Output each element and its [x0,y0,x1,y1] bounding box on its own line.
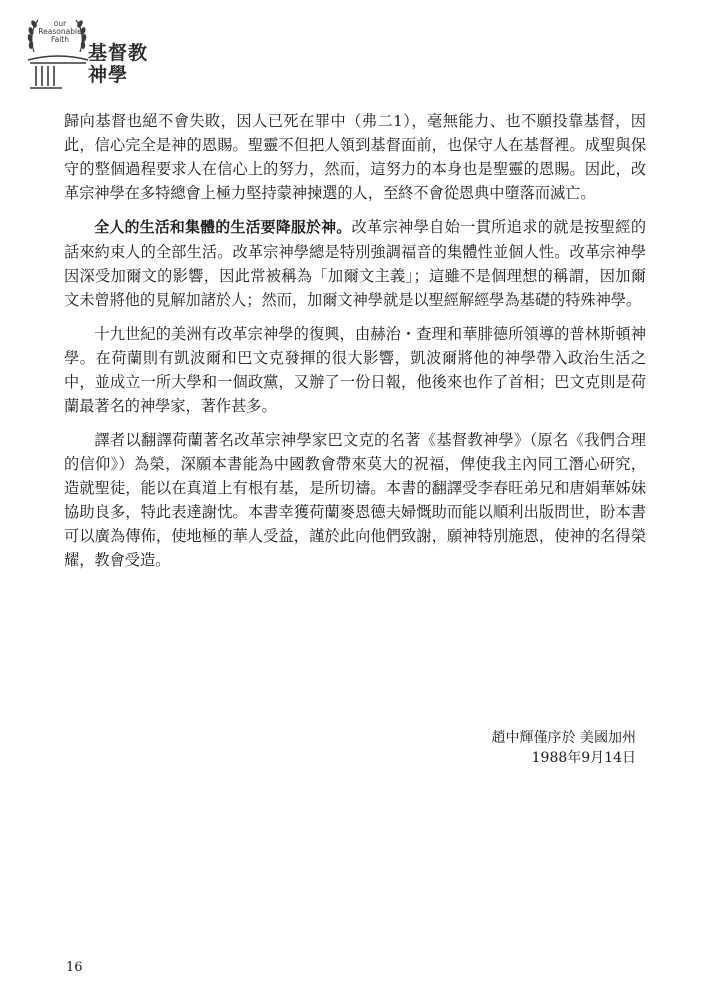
paragraph [64,428,646,572]
signature-block [492,728,636,768]
paragraph [64,215,646,312]
paragraph-text: 歸向基督也絕不會失敗，因人已死在罪中（弗二1），毫無能力、也不願投靠基督，因此，信心完全是神的恩賜。聖靈不但把人領到基督面前，也保守人在基督裡。成聖與保守的整個過程要求人在信心上的努力，然而，這努力的本身也是聖靈的恩賜。因此，改革宗神學在多特總會上極力堅持蒙神揀選的人，至終不會從恩典中墮落而滅亡。 [64,112,646,202]
paragraph [64,322,646,418]
logo-title-line-1: 基督教 [88,42,149,64]
logo-tagline-3: Faith [51,35,69,44]
signature-author: 趙中輝僅序於 美國加州 [491,730,636,746]
paragraph [64,109,646,205]
paragraph-text: 譯者以翻譯荷蘭著名改革宗神學家巴文克的名著《基督教神學》（原名《我們合理的信仰》）為榮，深願本書能為中國教會帶來莫大的祝福，俾使我主內同工潛心研究，造就聖徒，能以在真道上有根有基，是所切禱。本書的翻譯受李春旺弟兄和唐娟華姊妹協助良多，特此表達謝忱。本書幸獲荷蘭麥恩德夫婦慨助而能以順利出版問世，盼本書可以廣為傳佈，使地極的華人受益，謹於此向他們致謝，願神特別施恩，使神的名得榮耀，教會受造。 [64,431,646,569]
signature-date: 1988年9月14日 [531,750,636,766]
paragraph-text: 改革宗神學自始一貫所追求的就是按聖經的話來約束人的全部生活。改革宗神學總是特別強調福音的集體性並個人性。改革宗神學因深受加爾文的影響，因此常被稱為「加爾文主義」；這雖不是個理想的稱謂，因加爾文未曾將他的見解加諸於人；然而，加爾文神學就是以聖經解經學為基礎的特殊神學。 [64,218,646,309]
logo-title [88,42,148,86]
logo-tagline-1: our [53,19,67,28]
logo-tagline-2: Reasonable [38,27,82,36]
paragraph-text: 十九世紀的美洲有改革宗神學的復興，由赫治・查理和華腓德所領導的普林斯頓神學。在荷蘭則有凱波爾和巴文克發揮的很大影響，凱波爾將他的神學帶入政治生活之中，並成立一所大學和一個政黨，又辦了一份日報，他後來也作了首相；巴文克則是荷蘭最著名的神學家，著作甚多。 [64,325,646,415]
logo-title-line-2: 神學 [88,64,129,86]
paragraph-lead: 全人的生活和集體的生活要降服於神。 [94,219,352,236]
book-logo [22,14,172,94]
page-number: 16 [66,960,83,975]
body-text [64,109,646,582]
